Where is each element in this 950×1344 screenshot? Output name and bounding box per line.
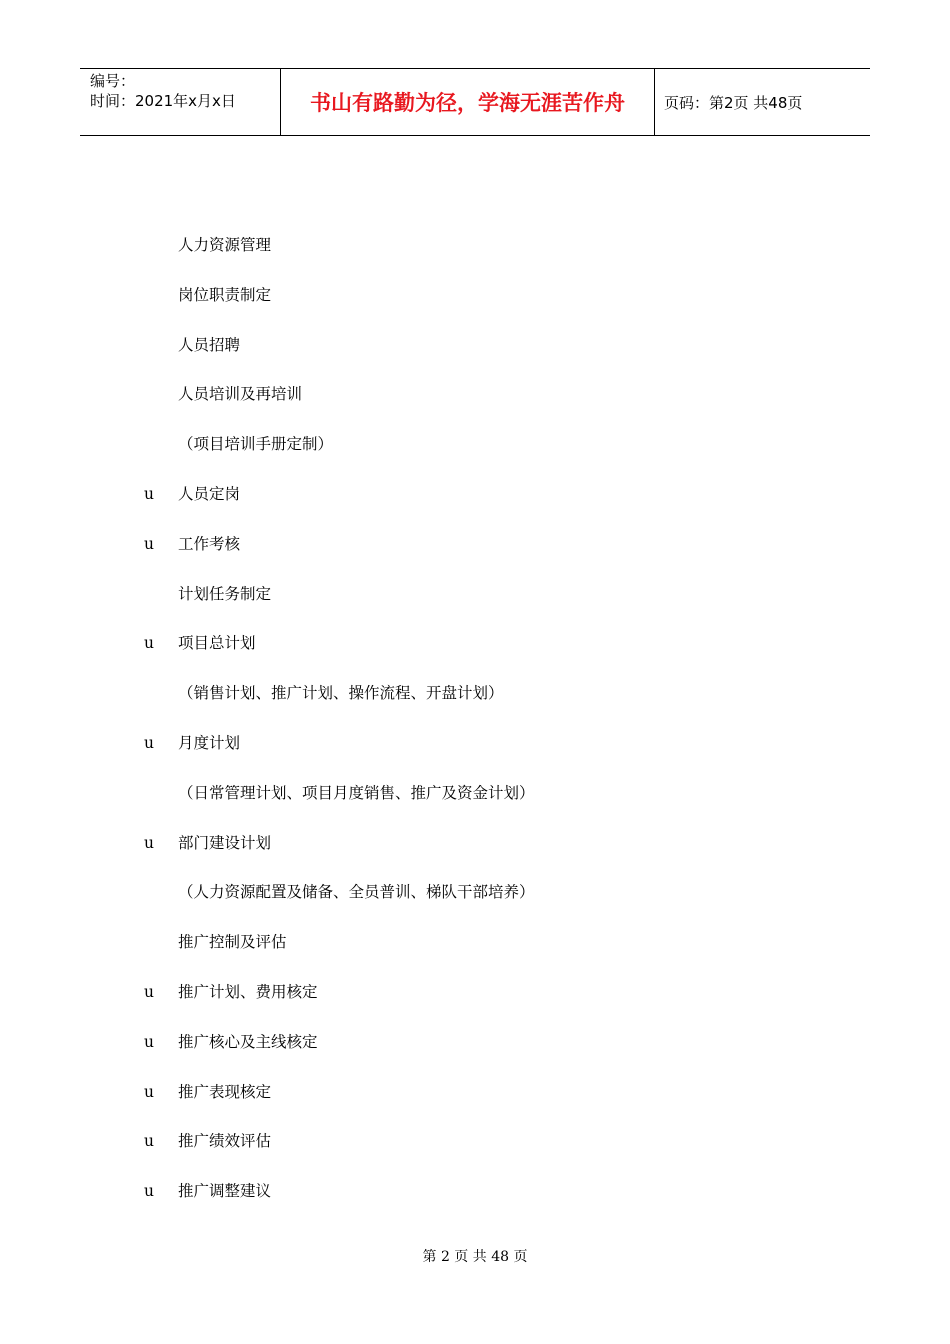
line-text: （人力资源配置及储备、全员普训、梯队干部培养） (178, 883, 535, 902)
line-text: 人力资源管理 (178, 236, 272, 254)
body-line (144, 1176, 844, 1226)
line-text: 推广计划、费用核定 (178, 982, 318, 1001)
body-line (144, 828, 844, 878)
line-text: （项目培训手册定制） (178, 435, 334, 454)
body-line (144, 1126, 844, 1176)
body-line (144, 628, 844, 678)
bullet-marker: u (144, 634, 154, 653)
bullet-marker: u (144, 1032, 154, 1051)
body-line (144, 728, 844, 778)
bullet-marker: u (144, 484, 154, 503)
document-body (144, 230, 844, 1226)
line-text: 工作考核 (178, 534, 241, 553)
line-text: 推广核心及主线核定 (178, 1032, 318, 1051)
body-line (144, 1077, 844, 1127)
line-text: 推广绩效评估 (178, 1132, 272, 1151)
motto-text: 书山有路勤为径，学海无涯苦作舟 (310, 91, 625, 115)
line-text: 计划任务制定 (178, 584, 272, 603)
bullet-marker: u (144, 1132, 154, 1151)
line-text: 部门建设计划 (178, 833, 272, 852)
body-line (144, 778, 844, 828)
body-line (144, 429, 844, 479)
body-line (144, 1027, 844, 1077)
bullet-marker: u (144, 1082, 154, 1101)
body-line (144, 280, 844, 330)
header-motto (281, 69, 655, 135)
body-line (144, 977, 844, 1027)
line-text: 推广调整建议 (178, 1182, 272, 1201)
document-number-label: 编号： (90, 72, 136, 90)
line-text: （日常管理计划、项目月度销售、推广及资金计划） (178, 783, 535, 802)
bullet-marker: u (144, 1182, 154, 1201)
body-line (144, 330, 844, 380)
line-text: 人员培训及再培训 (178, 385, 303, 404)
body-line (144, 230, 844, 280)
bullet-marker: u (144, 733, 154, 752)
line-text: 推广表现核定 (178, 1082, 272, 1101)
document-time-label: 时间：2021年x月x日 (90, 92, 236, 110)
line-text: 岗位职责制定 (178, 285, 272, 304)
line-text: 推广控制及评估 (178, 933, 287, 952)
page-info-text: 页码：第2页 共48页 (664, 93, 803, 112)
bullet-marker: u (144, 982, 154, 1001)
page-number-footer: 第 2 页 共 48 页 (422, 1249, 528, 1265)
body-line (144, 877, 844, 927)
line-text: 人员定岗 (178, 484, 241, 503)
body-line (144, 678, 844, 728)
page-footer (0, 1246, 950, 1266)
body-line (144, 579, 844, 629)
body-line (144, 927, 844, 977)
body-line (144, 479, 844, 529)
page-header (80, 68, 870, 136)
header-meta (80, 69, 281, 135)
header-page-info (655, 69, 870, 135)
bullet-marker: u (144, 534, 154, 553)
line-text: 项目总计划 (178, 634, 256, 653)
line-text: （销售计划、推广计划、操作流程、开盘计划） (178, 684, 504, 703)
body-line (144, 529, 844, 579)
bullet-marker: u (144, 833, 154, 852)
line-text: 月度计划 (178, 733, 241, 752)
body-line (144, 379, 844, 429)
line-text: 人员招聘 (178, 335, 241, 354)
